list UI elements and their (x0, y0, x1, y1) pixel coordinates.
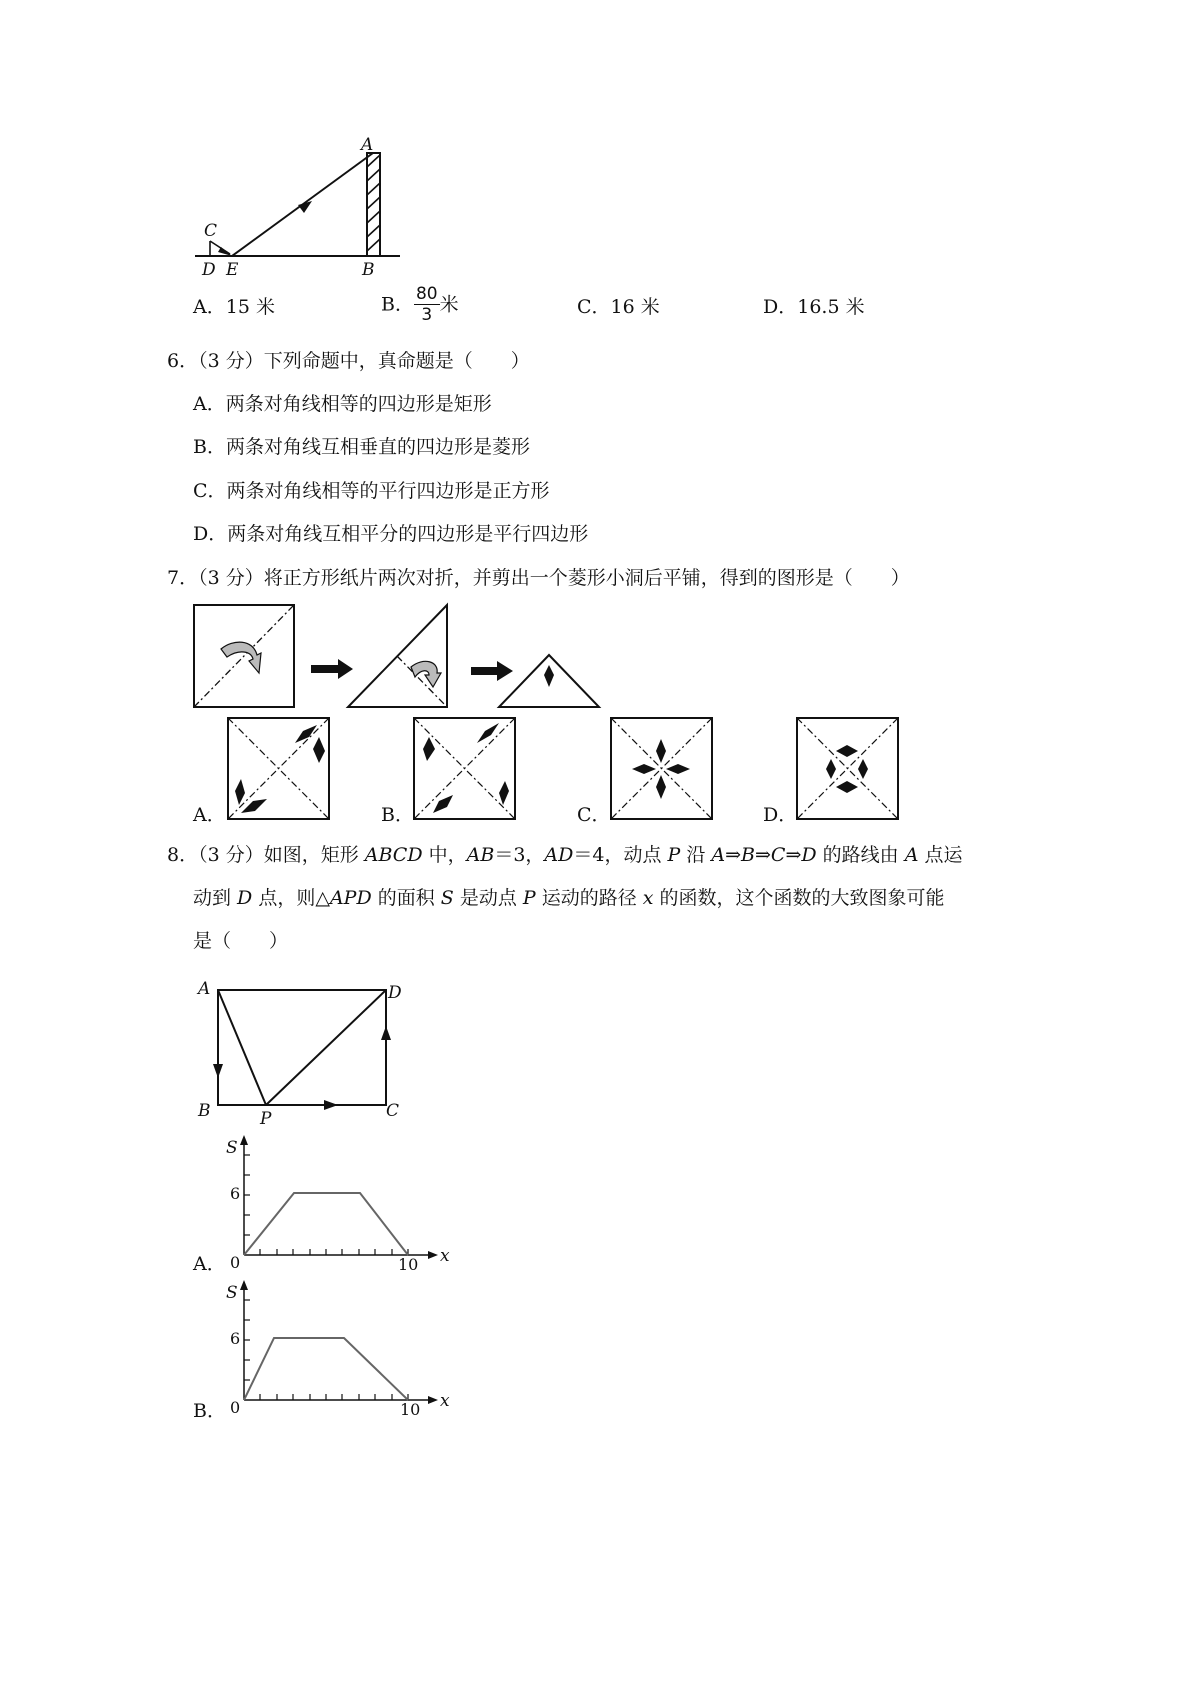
graph-line (244, 1193, 408, 1255)
q8-rectangle-figure (192, 972, 422, 1132)
option-letter: A． (193, 296, 226, 318)
fraction-numerator: 80 (415, 284, 438, 304)
q5-option-c (577, 295, 660, 319)
q6-option-b: B．两条对角线互相垂直的四边形是菱形 (193, 436, 530, 458)
option-letter: B． (381, 293, 414, 316)
option-text: 16 米 (610, 296, 660, 318)
q5-option-a (193, 295, 275, 319)
graph-x-label: x (440, 1246, 450, 1266)
q5-option-b (381, 284, 459, 325)
stem-text: 8．（3 分）如图，矩形 (167, 844, 365, 866)
fraction-denominator: 3 (421, 305, 433, 325)
option-letter: C． (577, 296, 611, 318)
q8-label-c: C (386, 1101, 400, 1121)
stem-text: 动到 (193, 887, 238, 909)
graph-y-label: S (226, 1283, 238, 1303)
option-unit: 米 (439, 293, 459, 316)
graph-origin: 0 (230, 1398, 241, 1417)
q8-stem-line-3: 是（ ） (193, 930, 289, 952)
q8-label-p: P (260, 1109, 272, 1129)
stem-text: 运动的路径 (535, 887, 643, 909)
stem-text: 的面积 (371, 887, 441, 909)
arrow-right-icon (311, 659, 353, 679)
q8-graph-a-label: A． (193, 1253, 226, 1275)
q7-option-a-label: A． (193, 804, 226, 826)
q8-label-d: D (388, 983, 402, 1003)
stem-var: ABCD (364, 844, 423, 866)
q5-label-b: B (362, 260, 375, 280)
graph-origin: 0 (230, 1253, 241, 1272)
stem-var: D (237, 887, 253, 909)
arrow-right-icon (471, 661, 513, 681)
q7-option-a-figure (227, 717, 331, 821)
stem-text: 点，则△ (252, 887, 330, 909)
q6-option-c: C．两条对角线相等的平行四边形是正方形 (193, 480, 550, 502)
stem-text: 沿 (680, 844, 712, 866)
q8-graph-b-label: B． (193, 1400, 226, 1422)
stem-text: 的路线由 (816, 844, 905, 866)
q7-stem: 7．（3 分）将正方形纸片两次对折，并剪出一个菱形小洞后平铺，得到的图形是（ ） (167, 567, 910, 589)
graph-x-tick: 10 (400, 1400, 421, 1419)
q7-option-b-figure (413, 717, 517, 821)
stem-var: P (667, 844, 681, 866)
option-letter: D． (763, 296, 798, 318)
fraction (414, 284, 440, 325)
graph-y-tick: 6 (230, 1329, 241, 1348)
stem-var: P (522, 887, 536, 909)
graph-x-label: x (440, 1391, 450, 1411)
q7-option-c-figure (610, 717, 714, 821)
stem-var: A (904, 844, 919, 866)
q5-label-d: D (202, 260, 216, 280)
q5-label-a: A (361, 135, 374, 155)
q5-label-c: C (204, 221, 218, 241)
stem-var: S (440, 887, 454, 909)
q7-option-d-figure (796, 717, 900, 821)
q5-figure (190, 135, 430, 285)
stem-var: AB (466, 844, 495, 866)
q7-option-c-label: C． (577, 804, 611, 826)
graph-y-tick: 6 (230, 1184, 241, 1203)
graph-x-tick: 10 (398, 1255, 419, 1274)
graph-y-label: S (226, 1138, 238, 1158)
q6-option-a: A．两条对角线相等的四边形是矩形 (193, 393, 492, 415)
stem-var: x (642, 887, 654, 909)
stem-text: 的函数，这个函数的大致图象可能 (653, 887, 945, 909)
q7-folding-steps-figure (193, 603, 633, 713)
q8-label-a: A (198, 979, 211, 999)
stem-var: AD (544, 844, 574, 866)
stem-var: APD (329, 887, 372, 909)
q5-option-d (763, 295, 865, 319)
q5-label-e: E (226, 260, 239, 280)
q7-option-b-label: B． (381, 804, 414, 826)
option-text: 16.5 米 (797, 296, 865, 318)
graph-line (244, 1338, 408, 1400)
q6-option-d: D．两条对角线互相平分的四边形是平行四边形 (193, 523, 589, 545)
stem-var: A⇒B⇒C⇒D (711, 844, 817, 866)
q7-option-d-label: D． (763, 804, 798, 826)
q8-stem-line-1 (167, 843, 963, 867)
option-text: 15 米 (225, 296, 275, 318)
stem-text: ＝3， (494, 844, 545, 866)
q6-stem: 6．（3 分）下列命题中，真命题是（ ） (167, 350, 530, 372)
stem-text: 点运 (918, 844, 963, 866)
q8-graph-a (222, 1135, 452, 1274)
q8-graph-b (222, 1280, 452, 1419)
stem-text: ＝4，动点 (573, 844, 668, 866)
stem-text: 中， (422, 844, 467, 866)
q8-stem-line-2 (193, 886, 945, 910)
q8-label-b: B (198, 1101, 211, 1121)
stem-text: 是动点 (453, 887, 523, 909)
